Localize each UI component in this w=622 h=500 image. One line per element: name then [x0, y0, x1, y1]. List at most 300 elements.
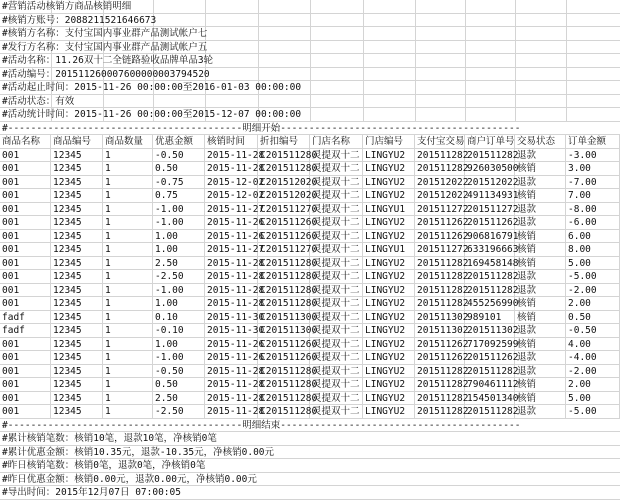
- cell-trade-status[interactable]: 退款: [515, 149, 566, 162]
- footer-line[interactable]: [0, 446, 620, 460]
- cell-order-amount[interactable]: 6.00: [566, 230, 620, 243]
- cell-store-code[interactable]: LINGYU2: [363, 270, 415, 283]
- cell-product-code[interactable]: 12345: [51, 338, 103, 351]
- table-row[interactable]: [0, 284, 620, 298]
- footer-line-text: #昨日核销笔数：核销0笔，退款0笔，净核销0笔: [2, 460, 206, 471]
- cell-order-amount[interactable]: -2.00: [566, 284, 620, 297]
- cell-product-name[interactable]: 001: [0, 216, 51, 229]
- cell-redeem-time[interactable]: 2015-11-28: [207, 406, 265, 417]
- cell-trade-status[interactable]: 退款: [515, 203, 566, 216]
- header-line[interactable]: [0, 81, 620, 95]
- cell-order-amount[interactable]: -7.00: [566, 176, 620, 189]
- cell-redeem-time[interactable]: 2015-11-28: [207, 379, 265, 390]
- cell-quantity[interactable]: 1: [103, 149, 153, 162]
- cell-store-name[interactable]: 灵提双十二: [310, 189, 363, 202]
- cell-store-code[interactable]: LINGYU2: [363, 162, 415, 175]
- cell-discount-code[interactable]: C201511280: [260, 271, 318, 282]
- cell-store-code[interactable]: LINGYU2: [363, 149, 415, 162]
- cell-product-name[interactable]: 001: [0, 189, 51, 202]
- cell-redeem-time[interactable]: 2015-11-26: [207, 338, 265, 350]
- cell-product-name[interactable]: fadf: [0, 311, 51, 324]
- cell-order-amount[interactable]: 3.00: [566, 162, 620, 175]
- cell-redeem-time[interactable]: 2015-12-02: [207, 176, 265, 188]
- cell-quantity[interactable]: 1: [103, 243, 153, 256]
- cell-product-name[interactable]: 001: [0, 297, 51, 310]
- header-line-text: #活动名称：11.26双十二全链路验收品牌单品3轮: [2, 55, 214, 66]
- cell-order-amount[interactable]: -5.00: [566, 270, 620, 283]
- cell-store-name[interactable]: 灵提双十二: [310, 324, 363, 337]
- table-row[interactable]: [0, 149, 620, 163]
- cell-product-name[interactable]: 001: [0, 203, 51, 216]
- cell-order-amount[interactable]: -0.50: [566, 324, 620, 337]
- cell-alipay-trade[interactable]: 201511262: [417, 352, 469, 363]
- cell-store-code[interactable]: LINGYU2: [363, 216, 415, 229]
- cell-discount-amount[interactable]: -1.00: [153, 351, 205, 364]
- cell-redeem-time[interactable]: 2015-11-28: [207, 284, 265, 296]
- cell-order-amount[interactable]: -2.00: [566, 365, 620, 378]
- cell-alipay-trade[interactable]: 201511282: [417, 257, 469, 269]
- footer-line[interactable]: [0, 459, 620, 473]
- table-row[interactable]: [0, 270, 620, 284]
- cell-discount-code[interactable]: C201511260: [260, 352, 318, 363]
- column-header-product-code[interactable]: 商品编号: [51, 135, 103, 148]
- cell-merchant-order[interactable]: 201511262: [467, 217, 519, 228]
- cell-product-code[interactable]: 12345: [51, 162, 103, 175]
- cell-order-amount[interactable]: 0.50: [566, 311, 620, 324]
- cell-merchant-order[interactable]: 169458148: [467, 257, 519, 269]
- cell-product-name[interactable]: 001: [0, 230, 51, 243]
- cell-product-code[interactable]: 12345: [51, 243, 103, 256]
- cell-order-amount[interactable]: 2.00: [566, 378, 620, 391]
- column-header-store-name[interactable]: 门店名称: [310, 135, 363, 148]
- cell-store-name[interactable]: 灵提双十二: [310, 176, 363, 189]
- column-header-order-amount[interactable]: 订单金额: [566, 135, 620, 148]
- header-line-text: #活动编号：201511260007600000003794520: [2, 68, 210, 80]
- cell-product-code[interactable]: 12345: [51, 405, 103, 418]
- cell-discount-amount[interactable]: -2.50: [153, 270, 205, 283]
- cell-alipay-trade[interactable]: 201511302: [417, 325, 469, 336]
- cell-alipay-trade[interactable]: 201512022: [417, 176, 469, 188]
- cell-order-amount[interactable]: 5.00: [566, 257, 620, 270]
- cell-redeem-time[interactable]: 2015-12-02: [207, 190, 265, 201]
- cell-redeem-time[interactable]: 2015-11-28: [207, 149, 265, 161]
- cell-store-code[interactable]: LINGYU2: [363, 230, 415, 243]
- cell-store-code[interactable]: LINGYU2: [363, 284, 415, 297]
- cell-alipay-trade[interactable]: 201511262: [417, 217, 469, 228]
- cell-store-name[interactable]: 灵提双十二: [310, 392, 363, 405]
- cell-merchant-order[interactable]: 633196663: [467, 244, 519, 255]
- cell-discount-amount[interactable]: 2.50: [153, 392, 205, 405]
- cell-redeem-time[interactable]: 2015-11-28: [207, 271, 265, 282]
- footer-line[interactable]: [0, 473, 620, 487]
- column-header-redeem-time[interactable]: 核销时间: [205, 135, 258, 148]
- divider-end-text: #-----------------------------------------明细结束------------------------------------------: [2, 419, 521, 431]
- header-line[interactable]: [0, 27, 620, 41]
- cell-alipay-trade[interactable]: 201511272: [417, 244, 469, 255]
- footer-line-text: #导出时间：2015年12月07日 07:00:05: [2, 487, 181, 498]
- cell-redeem-time[interactable]: 2015-11-27: [207, 244, 265, 255]
- cell-quantity[interactable]: 1: [103, 405, 153, 418]
- cell-product-code[interactable]: 12345: [51, 284, 103, 297]
- cell-quantity[interactable]: 1: [103, 284, 153, 297]
- cell-trade-status[interactable]: 核销: [515, 162, 566, 175]
- cell-product-name[interactable]: 001: [0, 162, 51, 175]
- table-row[interactable]: [0, 162, 620, 176]
- cell-discount-code[interactable]: C201512020: [260, 190, 318, 201]
- cell-order-amount[interactable]: -5.00: [566, 405, 620, 418]
- cell-alipay-trade[interactable]: 201511282: [417, 149, 469, 161]
- cell-trade-status[interactable]: 退款: [515, 405, 566, 418]
- cell-discount-amount[interactable]: 0.50: [153, 378, 205, 391]
- cell-store-name[interactable]: 灵提双十二: [310, 270, 363, 283]
- column-header-merchant-order[interactable]: 商户订单号: [467, 136, 515, 147]
- cell-discount-code[interactable]: C201511280: [260, 149, 318, 161]
- cell-store-name[interactable]: 灵提双十二: [310, 378, 363, 391]
- cell-order-amount[interactable]: 8.00: [566, 243, 620, 256]
- cell-discount-amount[interactable]: -0.10: [153, 324, 205, 337]
- cell-merchant-order[interactable]: 201511272: [467, 203, 519, 215]
- cell-product-code[interactable]: 12345: [51, 149, 103, 162]
- cell-merchant-order[interactable]: 989101: [465, 311, 515, 324]
- cell-discount-code[interactable]: C201511260: [260, 230, 318, 242]
- header-line[interactable]: [0, 68, 620, 82]
- column-header-alipay-trade[interactable]: 支付宝交易: [417, 136, 465, 147]
- cell-merchant-order[interactable]: 201511282: [467, 284, 519, 296]
- cell-product-name[interactable]: fadf: [0, 324, 51, 337]
- cell-merchant-order[interactable]: 790461112: [467, 379, 519, 390]
- cell-redeem-time[interactable]: 2015-11-26: [207, 230, 265, 242]
- cell-order-amount[interactable]: 4.00: [566, 338, 620, 351]
- header-line[interactable]: [0, 108, 620, 122]
- cell-trade-status[interactable]: 退款: [515, 351, 566, 364]
- cell-discount-code[interactable]: C201511280: [260, 257, 318, 269]
- cell-product-code[interactable]: 12345: [51, 378, 103, 391]
- cell-discount-amount[interactable]: 0.75: [153, 189, 205, 202]
- cell-discount-amount[interactable]: 2.50: [153, 257, 205, 270]
- cell-store-name[interactable]: 灵提双十二: [310, 203, 363, 216]
- table-row[interactable]: [0, 257, 620, 271]
- cell-product-code[interactable]: 12345: [51, 311, 103, 324]
- cell-product-code[interactable]: 12345: [51, 392, 103, 405]
- header-line[interactable]: [0, 0, 620, 14]
- column-header-trade-status[interactable]: 交易状态: [515, 135, 566, 148]
- divider-end[interactable]: [0, 419, 620, 433]
- cell-discount-code[interactable]: C201511300: [260, 311, 318, 323]
- cell-store-name[interactable]: 灵提双十二: [310, 230, 363, 243]
- cell-store-name[interactable]: 灵提双十二: [310, 405, 363, 418]
- cell-discount-amount[interactable]: 1.00: [153, 338, 205, 351]
- cell-merchant-order[interactable]: 201511282: [467, 365, 519, 377]
- cell-store-name[interactable]: 灵提双十二: [310, 365, 363, 378]
- table-row[interactable]: [0, 216, 620, 230]
- cell-alipay-trade[interactable]: 201511272: [417, 203, 469, 215]
- cell-merchant-order[interactable]: 201511262: [467, 352, 519, 363]
- column-header-row[interactable]: [0, 135, 620, 149]
- cell-discount-code[interactable]: C201511280: [260, 392, 318, 404]
- cell-discount-amount[interactable]: -0.75: [153, 176, 205, 189]
- table-row[interactable]: [0, 189, 620, 203]
- cell-quantity[interactable]: 1: [103, 324, 153, 337]
- table-row[interactable]: [0, 351, 620, 365]
- cell-discount-code[interactable]: C201511280: [260, 284, 318, 296]
- column-header-discount-amount[interactable]: 优惠金额: [153, 135, 205, 148]
- cell-discount-code[interactable]: C201511280: [260, 406, 318, 417]
- cell-discount-amount[interactable]: 1.00: [153, 243, 205, 256]
- cell-order-amount[interactable]: -6.00: [566, 216, 620, 229]
- cell-product-name[interactable]: 001: [0, 176, 51, 189]
- cell-product-name[interactable]: 001: [0, 392, 51, 405]
- cell-store-name[interactable]: 灵提双十二: [310, 162, 363, 175]
- cell-alipay-trade[interactable]: 201511282: [417, 298, 469, 309]
- cell-product-name[interactable]: 001: [0, 284, 51, 297]
- cell-quantity[interactable]: 1: [103, 378, 153, 391]
- cell-store-code[interactable]: LINGYU2: [363, 297, 415, 310]
- cell-trade-status[interactable]: 退款: [515, 216, 566, 229]
- table-row[interactable]: [0, 311, 620, 325]
- cell-discount-code[interactable]: C201511260: [260, 217, 318, 228]
- cell-product-name[interactable]: 001: [0, 149, 51, 162]
- cell-store-code[interactable]: LINGYU2: [363, 378, 415, 391]
- footer-line-text: #昨日优惠金额：核销0.00元，退款0.00元，净核销0.00元: [2, 473, 257, 485]
- table-row[interactable]: [0, 338, 620, 352]
- cell-store-code[interactable]: LINGYU1: [363, 203, 415, 216]
- cell-store-name[interactable]: 灵提双十二: [310, 297, 363, 310]
- cell-discount-code[interactable]: C201511280: [260, 379, 318, 390]
- table-row[interactable]: [0, 243, 620, 257]
- cell-quantity[interactable]: 1: [103, 311, 153, 324]
- cell-order-amount[interactable]: 5.00: [566, 392, 620, 405]
- cell-product-name[interactable]: 001: [0, 338, 51, 351]
- cell-alipay-trade[interactable]: 201511282: [417, 284, 469, 296]
- cell-product-code[interactable]: 12345: [51, 257, 103, 270]
- cell-store-name[interactable]: 灵提双十二: [310, 216, 363, 229]
- cell-merchant-order[interactable]: 926030500: [467, 163, 519, 174]
- cell-quantity[interactable]: 1: [103, 365, 153, 378]
- divider-start[interactable]: [0, 122, 620, 136]
- cell-product-name[interactable]: 001: [0, 270, 51, 283]
- cell-product-name[interactable]: 001: [0, 378, 51, 391]
- cell-store-code[interactable]: LINGYU1: [363, 243, 415, 256]
- cell-merchant-order[interactable]: 717092599: [467, 338, 519, 350]
- cell-trade-status[interactable]: 核销: [515, 257, 566, 270]
- cell-store-code[interactable]: LINGYU2: [363, 257, 415, 270]
- cell-product-name[interactable]: 001: [0, 365, 51, 378]
- cell-quantity[interactable]: 1: [103, 392, 153, 405]
- cell-redeem-time[interactable]: 2015-11-26: [207, 352, 265, 363]
- cell-store-code[interactable]: LINGYU2: [363, 324, 415, 337]
- cell-store-name[interactable]: 灵提双十二: [310, 351, 363, 364]
- cell-alipay-trade[interactable]: 201511282: [417, 379, 469, 390]
- cell-store-name[interactable]: 灵提双十二: [310, 257, 363, 270]
- footer-line[interactable]: [0, 486, 620, 500]
- cell-redeem-time[interactable]: 2015-11-28: [207, 163, 265, 174]
- cell-quantity[interactable]: 1: [103, 338, 153, 351]
- cell-quantity[interactable]: 1: [103, 203, 153, 216]
- cell-product-name[interactable]: 001: [0, 257, 51, 270]
- cell-alipay-trade[interactable]: 201511302: [417, 311, 469, 323]
- cell-order-amount[interactable]: 2.00: [566, 297, 620, 310]
- cell-discount-code[interactable]: C201511270: [260, 203, 318, 215]
- header-line-text: #活动状态：有效: [2, 95, 75, 107]
- cell-trade-status[interactable]: 核销: [515, 230, 566, 243]
- cell-trade-status[interactable]: 退款: [515, 270, 566, 283]
- cell-discount-amount[interactable]: -1.00: [153, 216, 205, 229]
- cell-store-code[interactable]: LINGYU2: [363, 392, 415, 405]
- cell-product-code[interactable]: 12345: [51, 176, 103, 189]
- cell-trade-status[interactable]: 退款: [515, 176, 566, 189]
- cell-discount-amount[interactable]: -0.50: [153, 365, 205, 378]
- cell-quantity[interactable]: 1: [103, 216, 153, 229]
- cell-store-code[interactable]: LINGYU2: [363, 176, 415, 189]
- cell-quantity[interactable]: 1: [103, 351, 153, 364]
- cell-store-code[interactable]: LINGYU2: [363, 338, 415, 351]
- cell-discount-amount[interactable]: 1.00: [153, 297, 205, 310]
- cell-trade-status[interactable]: 核销: [515, 189, 566, 202]
- column-header-discount-code[interactable]: 折扣编号: [258, 135, 310, 148]
- cell-product-code[interactable]: 12345: [51, 216, 103, 229]
- cell-merchant-order[interactable]: 201511302: [467, 325, 519, 336]
- header-line[interactable]: [0, 41, 620, 55]
- cell-store-code[interactable]: LINGYU2: [363, 405, 415, 418]
- cell-product-code[interactable]: 12345: [51, 365, 103, 378]
- cell-alipay-trade[interactable]: 201511282: [417, 392, 469, 404]
- cell-merchant-order[interactable]: 154501340: [467, 392, 519, 404]
- cell-discount-code[interactable]: C201511280: [260, 298, 318, 309]
- header-line[interactable]: [0, 95, 620, 109]
- cell-alipay-trade[interactable]: 201511262: [417, 230, 469, 242]
- cell-alipay-trade[interactable]: 201511282: [417, 271, 469, 282]
- cell-product-code[interactable]: 12345: [51, 351, 103, 364]
- cell-trade-status[interactable]: 核销: [515, 297, 566, 310]
- cell-discount-code[interactable]: C201511260: [260, 338, 318, 350]
- cell-discount-code[interactable]: C201511270: [260, 244, 318, 255]
- cell-discount-code[interactable]: C201512020: [260, 176, 318, 188]
- footer-line[interactable]: [0, 432, 620, 446]
- cell-alipay-trade[interactable]: 201511282: [417, 163, 469, 174]
- header-line[interactable]: [0, 54, 620, 68]
- cell-discount-amount[interactable]: 0.10: [153, 311, 205, 324]
- cell-quantity[interactable]: 1: [103, 189, 153, 202]
- cell-store-code[interactable]: LINGYU2: [363, 189, 415, 202]
- column-header-quantity[interactable]: 商品数量: [103, 135, 153, 148]
- cell-product-code[interactable]: 12345: [51, 270, 103, 283]
- footer-line-text: #累计核销笔数：核销10笔，退款10笔，净核销0笔: [2, 433, 217, 444]
- cell-order-amount[interactable]: -8.00: [566, 203, 620, 216]
- cell-store-name[interactable]: 灵提双十二: [310, 338, 363, 351]
- table-row[interactable]: [0, 176, 620, 190]
- table-row[interactable]: [0, 392, 620, 406]
- cell-product-name[interactable]: 001: [0, 405, 51, 418]
- cell-discount-amount[interactable]: 1.00: [153, 230, 205, 243]
- cell-order-amount[interactable]: -4.00: [566, 351, 620, 364]
- header-line-text: #核销方账号：2088211521646673: [2, 14, 157, 26]
- cell-discount-code[interactable]: C201511280: [260, 365, 318, 377]
- table-row[interactable]: [0, 378, 620, 392]
- cell-product-code[interactable]: 12345: [51, 203, 103, 216]
- cell-trade-status[interactable]: 核销: [515, 243, 566, 256]
- cell-store-name[interactable]: 灵提双十二: [310, 243, 363, 256]
- cell-store-name[interactable]: 灵提双十二: [310, 149, 363, 162]
- table-row[interactable]: [0, 297, 620, 311]
- cell-discount-amount[interactable]: -1.00: [153, 203, 205, 216]
- cell-redeem-time[interactable]: 2015-11-28: [207, 257, 265, 269]
- cell-order-amount[interactable]: -3.00: [566, 149, 620, 162]
- cell-discount-amount[interactable]: 0.50: [153, 162, 205, 175]
- cell-alipay-trade[interactable]: 201511282: [417, 365, 469, 377]
- cell-redeem-time[interactable]: 2015-11-28: [207, 365, 265, 377]
- cell-merchant-order[interactable]: 201512022: [467, 176, 519, 188]
- cell-quantity[interactable]: 1: [103, 297, 153, 310]
- table-row[interactable]: [0, 230, 620, 244]
- table-row[interactable]: [0, 365, 620, 379]
- cell-order-amount[interactable]: 7.00: [566, 189, 620, 202]
- header-line[interactable]: [0, 14, 620, 28]
- cell-discount-amount[interactable]: -2.50: [153, 405, 205, 418]
- cell-store-name[interactable]: 灵提双十二: [310, 311, 363, 324]
- cell-trade-status[interactable]: 退款: [515, 324, 566, 337]
- cell-product-code[interactable]: 12345: [51, 189, 103, 202]
- divider-start-text: #-----------------------------------------明细开始------------------------------------------: [2, 122, 521, 134]
- cell-alipay-trade[interactable]: 201512022: [417, 190, 469, 201]
- cell-store-code[interactable]: LINGYU2: [363, 311, 415, 324]
- cell-trade-status[interactable]: 核销: [515, 338, 566, 351]
- cell-quantity[interactable]: 1: [103, 270, 153, 283]
- cell-trade-status[interactable]: 退款: [515, 284, 566, 297]
- cell-discount-code[interactable]: C201511300: [260, 325, 318, 336]
- cell-redeem-time[interactable]: 2015-11-28: [207, 298, 265, 309]
- cell-store-code[interactable]: LINGYU2: [363, 351, 415, 364]
- cell-quantity[interactable]: 1: [103, 162, 153, 175]
- cell-trade-status[interactable]: 核销: [515, 392, 566, 405]
- cell-product-code[interactable]: 12345: [51, 324, 103, 337]
- cell-discount-amount[interactable]: -0.50: [153, 149, 205, 162]
- table-row[interactable]: [0, 405, 620, 419]
- cell-merchant-order[interactable]: 201511282: [467, 406, 519, 417]
- cell-quantity[interactable]: 1: [103, 230, 153, 243]
- cell-redeem-time[interactable]: 2015-11-26: [207, 217, 265, 228]
- header-line-text: #营销活动核销方商品核销明细: [2, 1, 132, 12]
- cell-merchant-order[interactable]: 201511282: [467, 271, 519, 282]
- cell-product-name[interactable]: 001: [0, 243, 51, 256]
- table-row[interactable]: [0, 324, 620, 338]
- cell-merchant-order[interactable]: 491134931: [467, 190, 519, 201]
- cell-quantity[interactable]: 1: [103, 257, 153, 270]
- cell-discount-amount[interactable]: -1.00: [153, 284, 205, 297]
- cell-alipay-trade[interactable]: 201511262: [417, 338, 469, 350]
- column-header-store-code[interactable]: 门店编号: [363, 135, 415, 148]
- cell-store-name[interactable]: 灵提双十二: [310, 284, 363, 297]
- cell-merchant-order[interactable]: 455256990: [467, 298, 519, 309]
- cell-discount-code[interactable]: C201511280: [260, 163, 318, 174]
- cell-store-code[interactable]: LINGYU2: [363, 365, 415, 378]
- table-row[interactable]: [0, 203, 620, 217]
- cell-redeem-time[interactable]: 2015-11-30: [207, 311, 265, 323]
- column-header-product-name[interactable]: 商品名称: [0, 135, 51, 148]
- cell-redeem-time[interactable]: 2015-11-28: [207, 392, 265, 404]
- cell-quantity[interactable]: 1: [103, 176, 153, 189]
- cell-product-code[interactable]: 12345: [51, 297, 103, 310]
- cell-trade-status[interactable]: 核销: [515, 378, 566, 391]
- cell-merchant-order[interactable]: 906816791: [467, 230, 519, 242]
- cell-redeem-time[interactable]: 2015-11-27: [207, 203, 265, 215]
- cell-trade-status[interactable]: 核销: [515, 311, 566, 324]
- cell-alipay-trade[interactable]: 201511282: [417, 406, 469, 417]
- cell-product-name[interactable]: 001: [0, 351, 51, 364]
- cell-product-code[interactable]: 12345: [51, 230, 103, 243]
- cell-redeem-time[interactable]: 2015-11-30: [207, 325, 265, 336]
- cell-merchant-order[interactable]: 201511282: [467, 149, 519, 161]
- cell-trade-status[interactable]: 退款: [515, 365, 566, 378]
